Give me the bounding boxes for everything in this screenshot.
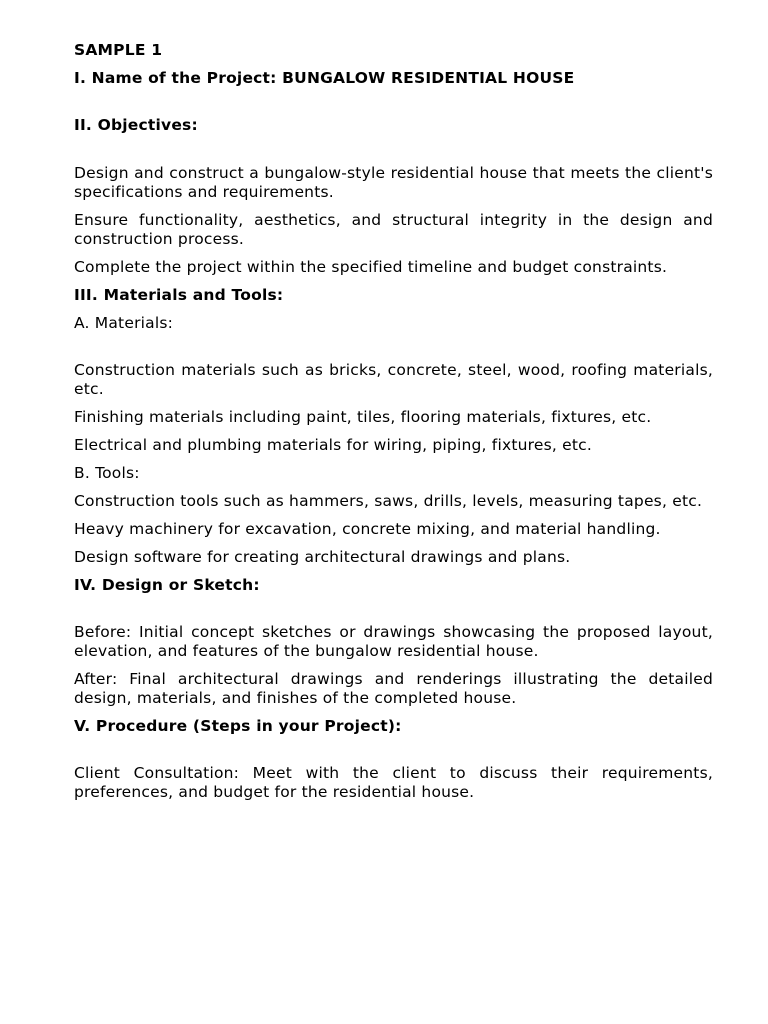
materials-tools-heading: III. Materials and Tools: [74,286,284,304]
material-item: Electrical and plumbing materials for wiring, piping, fixtures, etc. [74,436,592,454]
tool-item: Design software for creating architectural drawings and plans. [74,548,571,566]
document-body [74,41,713,802]
objective-item: Complete the project within the specified timeline and budget constraints. [74,258,668,276]
objective-item: Ensure functionality, aesthetics, and structural integrity in the design and construction process. [74,211,713,248]
project-name-value: BUNGALOW RESIDENTIAL HOUSE [282,69,575,87]
tool-item: Heavy machinery for excavation, concrete mixing, and material handling. [74,520,661,538]
procedure-item: Client Consultation: Meet with the client to discuss their requirements, preferences, and budget for the residential house. [74,764,713,801]
tool-item: Construction tools such as hammers, saws, drills, levels, measuring tapes, etc. [74,492,703,510]
objectives-heading: II. Objectives: [74,116,198,134]
material-item: Construction materials such as bricks, concrete, steel, wood, roofing materials, etc. [74,361,713,398]
material-item: Finishing materials including paint, tiles, flooring materials, fixtures, etc. [74,408,652,426]
objective-item: Design and construct a bungalow-style residential house that meets the client's specifications and requirements. [74,164,713,201]
project-name-line [74,69,713,88]
project-name-label: I. Name of the Project: [74,69,283,87]
design-item: After: Final architectural drawings and renderings illustrating the detailed design, materials, and finishes of the completed house. [74,670,713,707]
design-item: Before: Initial concept sketches or drawings showcasing the proposed layout, elevation, and features of the bungalow residential house. [74,623,713,660]
sample-label: SAMPLE 1 [74,41,163,59]
tools-label: B. Tools: [74,464,140,482]
procedure-heading: V. Procedure (Steps in your Project): [74,717,402,735]
design-heading: IV. Design or Sketch: [74,576,260,594]
materials-label: A. Materials: [74,314,174,332]
